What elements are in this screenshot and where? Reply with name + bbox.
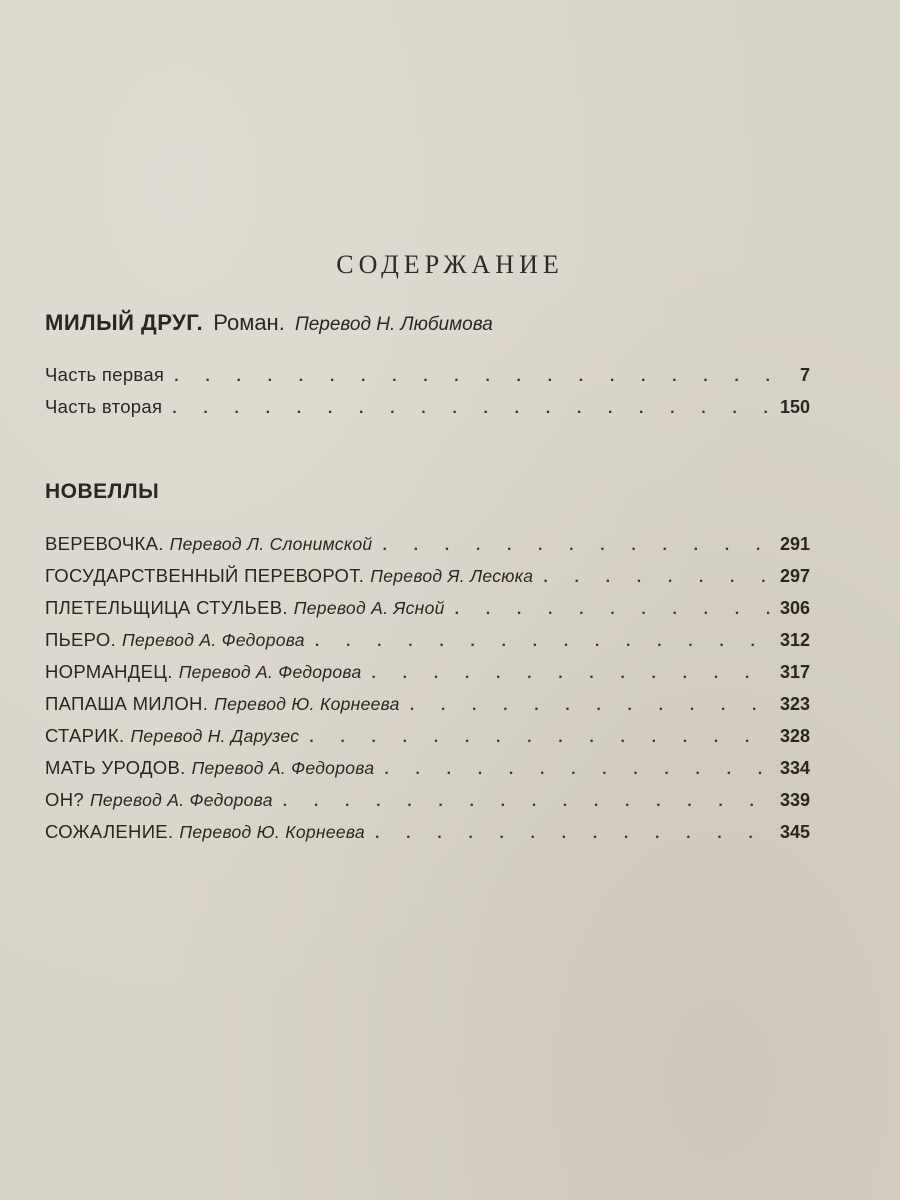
dot-leader <box>382 537 773 555</box>
entry-title: НОРМАНДЕЦ. <box>45 661 173 682</box>
entry-title: ПЬЕРО. <box>45 629 117 650</box>
entry-title: МАТЬ УРОДОВ. <box>45 757 186 778</box>
toc-entry-story[interactable] <box>45 821 810 851</box>
page-number: 312 <box>779 630 810 650</box>
dot-leader <box>384 761 774 779</box>
page-number: 328 <box>779 726 810 746</box>
toc-entry-story[interactable] <box>45 629 810 659</box>
page-number: 291 <box>779 534 810 554</box>
section-heading: НОВЕЛЛЫ <box>45 480 160 503</box>
page-number: 339 <box>779 790 810 810</box>
entry-title: ПЛЕТЕЛЬЩИЦА СТУЛЬЕВ. <box>45 597 288 618</box>
novel-title: МИЛЫЙ ДРУГ. <box>45 310 204 335</box>
toc-entry-story[interactable] <box>45 565 810 595</box>
toc-entry-part-2[interactable] <box>45 396 810 426</box>
entry-title: Часть вторая <box>45 396 163 417</box>
entry-translator: Перевод А. Федорова <box>191 758 375 778</box>
toc-entry-story[interactable] <box>45 693 810 723</box>
page-number: 323 <box>779 694 810 714</box>
entry-translator: Перевод А. Ясной <box>293 598 445 618</box>
entry-title: ПАПАША МИЛОН. <box>45 693 209 714</box>
dot-leader <box>371 665 773 683</box>
toc-entry-story[interactable] <box>45 789 810 819</box>
dot-leader <box>375 825 774 843</box>
entry-title: ГОСУДАРСТВЕННЫЙ ПЕРЕВОРОТ. <box>45 565 365 586</box>
page-number: 297 <box>779 566 810 586</box>
entry-translator: Перевод А. Федорова <box>122 630 305 650</box>
page-number: 317 <box>779 662 810 682</box>
novel-translator: Перевод Н. Любимова <box>294 314 493 335</box>
dot-leader <box>410 697 774 715</box>
entry-translator: Перевод Я. Лесюка <box>370 566 534 586</box>
entry-title: СОЖАЛЕНИЕ. <box>45 821 174 842</box>
entry-title: СТАРИК. <box>45 725 125 746</box>
page-title: СОДЕРЖАНИЕ <box>336 250 564 279</box>
dot-leader <box>283 793 774 811</box>
entry-title: ВЕРЕВОЧКА. <box>45 533 164 554</box>
entry-translator: Перевод Ю. Корнеева <box>214 694 400 714</box>
novel-heading <box>45 310 825 336</box>
toc-entry-part-1[interactable] <box>45 364 810 394</box>
novel-genre: Роман. <box>213 310 285 335</box>
page-number: 306 <box>779 598 810 618</box>
toc-entry-story[interactable] <box>45 757 810 787</box>
toc-entry-story[interactable] <box>45 597 810 627</box>
page-number: 150 <box>779 397 810 417</box>
entry-title: ОН? <box>45 789 84 810</box>
dot-leader <box>315 633 774 651</box>
entry-translator: Перевод А. Федорова <box>89 790 273 810</box>
entry-translator: Перевод Ю. Корнеева <box>179 822 365 842</box>
dot-leader <box>543 569 774 587</box>
dot-leader <box>309 729 774 747</box>
entry-translator: Перевод Н. Дарузес <box>130 726 300 746</box>
toc-entry-story[interactable] <box>45 533 810 563</box>
entry-translator: Перевод А. Федорова <box>178 662 362 682</box>
page-number: 7 <box>799 365 810 385</box>
entry-translator: Перевод Л. Слонимской <box>169 534 373 554</box>
dot-leader <box>172 400 774 418</box>
dot-leader <box>174 368 774 386</box>
page-number: 345 <box>779 822 810 842</box>
entry-title: Часть первая <box>45 364 165 385</box>
toc-entry-story[interactable] <box>45 725 810 755</box>
page-number: 334 <box>779 758 810 778</box>
toc-entry-story[interactable] <box>45 661 810 691</box>
dot-leader <box>455 601 774 619</box>
